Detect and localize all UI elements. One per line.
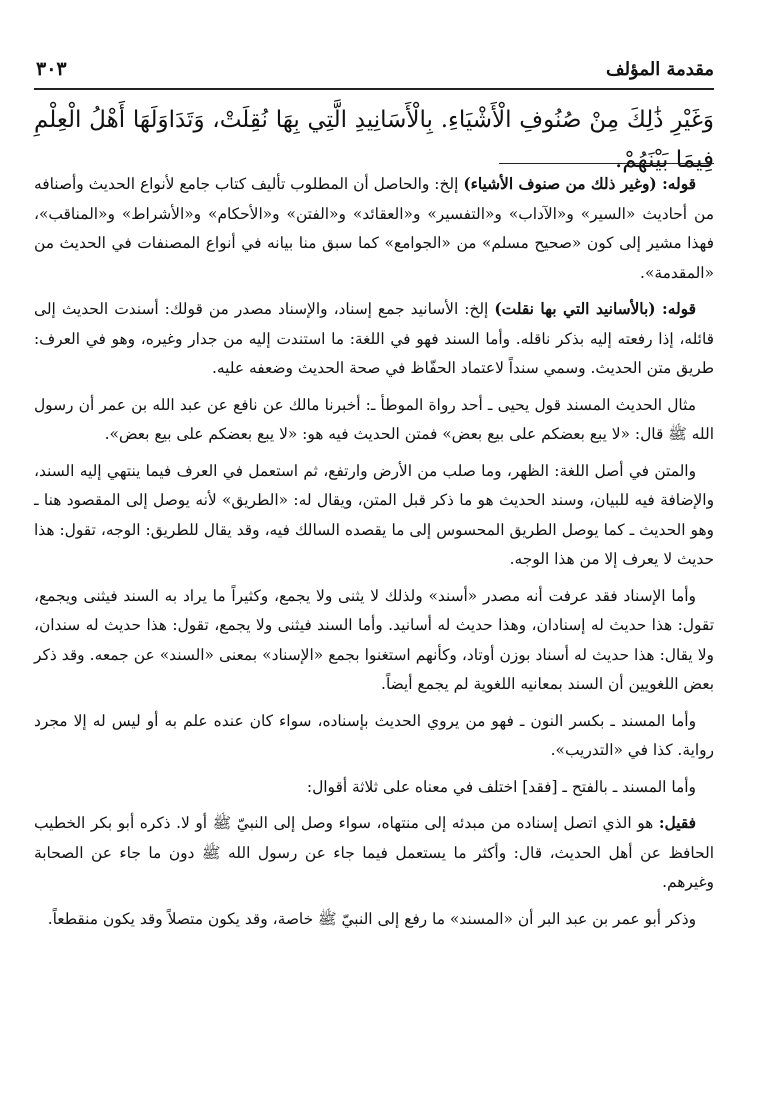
commentary-text: هو الذي اتصل إسناده من مبدئه إلى منتهاه، سواء وصل إلى النبيّ ﷺ أو لا. ذكره أبو بكر الخطيب الحافظ عن أهل الحديث، قال: وأكثر ما يستعمل فيما جاء عن رسول الله ﷺ دون ما جاء عن الصحابة وغيرهم. — [34, 814, 714, 891]
commentary-paragraph: والمتن في أصل اللغة: الظهر، وما صلب من الأرض وارتفع، ثم استعمل في العرف فيما ينتهي إليه السند، والإضافة فيه للبيان، وسند الحديث هو ما ذكر قبل المتن، ويقال له: «الطريق» لأنه يوصل إلى المقصود هنا ـ وهو الحديث ـ كما يوصل الطريق المحسوس إلى ما يقصده السالك فيه، وقد يقال للطريق: الوجه، تقول: هذا حديث لا يعرف إلا من هذا الوجه. — [34, 461, 714, 568]
commentary — [34, 170, 714, 941]
commentary-paragraph: وأما الإسناد فقد عرفت أنه مصدر «أسند» ولذلك لا يثنى ولا يجمع، وكثيراً ما يراد به السند فيثنى ويجمع، تقول: هذا حديث له إسنادان، وهذا حديث له أسانيد. وأما السند فيثنى ولا يجمع، تقول: هذا حديث له سندان، ولا يقال: هذا حديث له أسناد بوزن أوتاد، وكأنهم استغنوا بجمع «الإسناد» بمعنى «السند» عن جمعه. وقد ذكر بعض اللغويين أن السند بمعانيه اللغوية لم يجمع أيضاً. — [34, 586, 714, 693]
commentary-paragraph: وأما المسند ـ بكسر النون ـ فهو من يروي الحديث بإسناده، سواء كان عنده علم به أو ليس له إلا مجرد رواية. كذا في «التدريب». — [34, 711, 714, 759]
commentary-lead: قوله: (بالأسانيد التي بها نقلت) — [494, 300, 696, 318]
commentary-text: إلخ: الأسانيد جمع إسناد، والإسناد مصدر من قولك: أسندت الحديث إلى قائله، إذا رفعته إليه بذكر ناقله. وأما السند فهو في اللغة: ما استندت إليه من جدار وغيره، وهو في العرف: طريق متن الحديث. وسمي سنداً لاعتماد الحفّاظ في صحة الحديث وضعفه عليه. — [34, 300, 714, 377]
commentary-lead: قوله: (وغير ذلك من صنوف الأشياء) — [463, 175, 697, 193]
commentary-paragraph: مثال الحديث المسند قول يحيى ـ أحد رواة الموطأ ـ: أخبرنا مالك عن نافع عن عبد الله بن عمر أن رسول الله ﷺ قال: «لا يبع بعضكم على بيع بعض» فمتن الحديث فيه هو: «لا يبع بعضكم على بيع بعض». — [34, 395, 714, 443]
commentary-paragraph — [34, 809, 714, 898]
chapter-title: مقدمة المؤلف — [605, 58, 714, 80]
commentary-paragraph — [34, 170, 714, 288]
commentary-paragraph — [34, 295, 714, 384]
footnote-divider — [499, 163, 714, 164]
commentary-paragraph: وذكر أبو عمر بن عبد البر أن «المسند» ما رفع إلى النبيّ ﷺ خاصة، وقد يكون متصلاً وقد يكون منقطعاً. — [47, 909, 696, 928]
header-divider — [34, 88, 714, 90]
commentary-paragraph: وأما المسند ـ بالفتح ـ [فقد] اختلف في معناه على ثلاثة أقوال: — [306, 777, 696, 796]
commentary-lead: فقيل: — [658, 814, 696, 832]
page-number: ٣٠٣ — [36, 58, 67, 80]
commentary-text: إلخ: والحاصل أن المطلوب تأليف كتاب جامع لأنواع الحديث وأصنافه من أحاديث «السير» و«الآداب» و«التفسير» و«العقائد» و«الفتن» و«الأحكام» و«الأشراط» و«المناقب»، فهذا مشير إلى كون «صحيح مسلم» من «الجوامع» كما سبق منا بيانه في أنواع المصنفات في الحديث من «المقدمة». — [34, 175, 714, 282]
page-header — [36, 52, 714, 86]
main-text: وَغَيْرِ ذَٰلِكَ مِنْ صُنُوفِ الْأَشْيَاءِ. بِالْأَسَانِيدِ الَّتِي بِهَا نُقِلَتْ، وَتَدَاوَلَهَا أَهْلُ الْعِلْمِ فِيمَا بَيْنَهُمْ. — [34, 107, 714, 173]
